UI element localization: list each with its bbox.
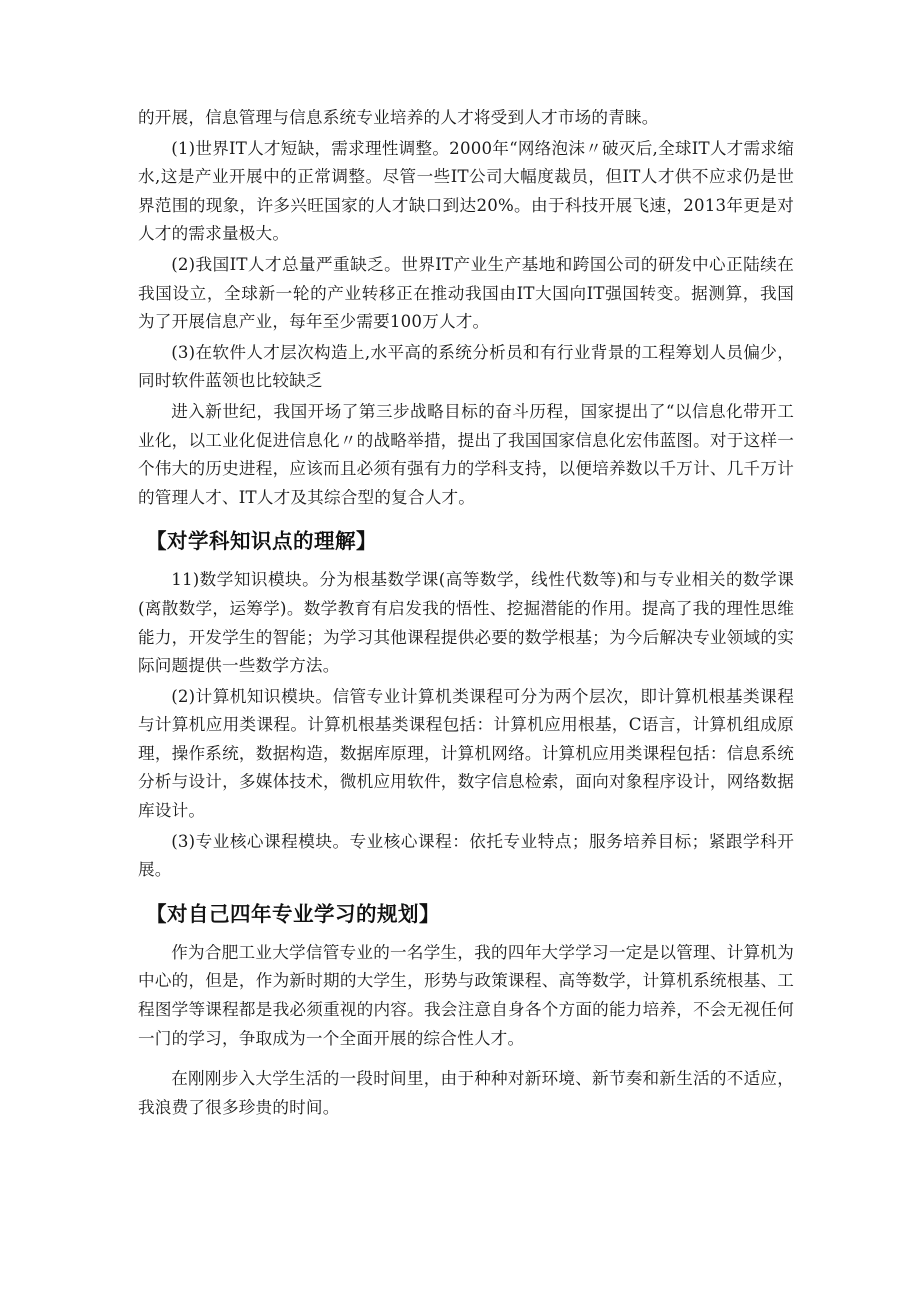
paragraph-core-module: (3)专业核心课程模块。专业核心课程：依托专业特点；服务培养目标；紧跟学科开展。 bbox=[138, 831, 794, 880]
paragraph-new-century: 进入新世纪，我国开场了第三步战略目标的奋斗历程，国家提出了“以信息化带开工业化，以工业化促进信息化〃的战略举措，提出了我国国家信息化宏伟蓝图。对于这样一个伟大的历史进程，应该而且必须有强有力的学科支持，以便培养数以千万计、几千万计的管理人才、IT人才及其综合型的复合人才。 bbox=[138, 401, 794, 507]
paragraph-software-talent: (3)在软件人才层次构造上,水平高的系统分析员和有行业背景的工程筹划人员偏少，同时软件蓝领也比较缺乏 bbox=[138, 342, 794, 391]
heading-subject-knowledge: 【对学科知识点的理解】 bbox=[146, 529, 377, 554]
paragraph-it-shortage-china: (2)我国IT人才总量严重缺乏。世界IT产业生产基地和跨国公司的研发中心正陆续在我国设立，全球新一轮的产业转移正在推动我国由IT大国向IT强国转变。据测算，我国为了开展信息产业，每年至少需要100万人才。 bbox=[138, 254, 794, 332]
paragraph-computer-module: (2)计算机知识模块。信管专业计算机类课程可分为两个层次，即计算机根基类课程与计算机应用类课程。计算机根基类课程包括：计算机应用根基，C语言，计算机组成原理，操作系统，数据构造，数据库原理，计算机网络。计算机应用类课程包括：信息系统分析与设计，多媒体技术，微机应用软件，数字信息检索，面向对象程序设计，网络数据库设计。 bbox=[138, 686, 794, 821]
paragraph-early-college: 在刚刚步入大学生活的一段时间里，由于种种对新环境、新节奏和新生活的不适应，我浪费了很多珍贵的时间。 bbox=[138, 1069, 794, 1117]
paragraph-continuation: 的开展，信息管理与信息系统专业培养的人才将受到人才市场的青睐。 bbox=[138, 108, 659, 127]
paragraph-it-shortage-world: (1)世界IT人才短缺，需求理性调整。2000年“网络泡沫〃破灭后,全球IT人才需求缩水,这是产业开展中的正常调整。尽管一些IT公司大幅度裁员，但IT人才供不应求仍是世界范围的现象，许多兴旺国家的人才缺口到达20%。由于科技开展飞速，2013年更是对人才的需求量极大。 bbox=[138, 138, 794, 244]
heading-four-year-plan: 【对自己四年专业学习的规划】 bbox=[146, 901, 440, 926]
document-page bbox=[138, 104, 794, 1124]
paragraph-plan: 作为合肥工业大学信管专业的一名学生，我的四年大学学习一定是以管理、计算机为中心的，但是，作为新时期的大学生，形势与政策课程、高等数学，计算机系统根基、工程图学等课程都是我必须重视的内容。我会注意自身各个方面的能力培养，不会无视任何一门的学习，争取成为一个全面开展的综合性人才。 bbox=[138, 942, 794, 1048]
paragraph-math-module: 11)数学知识模块。分为根基数学课(高等数学，线性代数等)和与专业相关的数学课(离散数学，运筹学)。数学教育有启发我的悟性、挖掘潜能的作用。提高了我的理性思维能力，开发学生的智能；为学习其他课程提供必要的数学根基；为今后解决专业领域的实际问题提供一些数学方法。 bbox=[138, 570, 794, 676]
